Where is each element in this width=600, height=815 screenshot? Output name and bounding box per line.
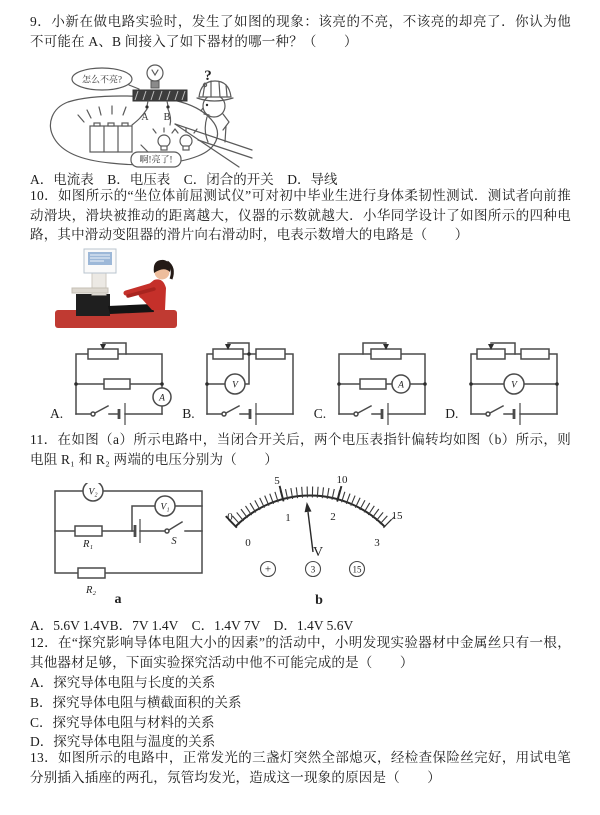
light-bulb-icon [147,65,163,88]
terminal-3-label: 3 [310,564,316,575]
circuit-diagram-a [70,340,176,428]
question-12-text: 12．在“探究影响导体电阻大小的因素”的活动中，小明发现实验器材中金属丝只有一根，其他器材足够，下面实验探究活动中他不可能完成的是（ ） [30,635,571,670]
battery-icon [514,403,520,425]
test-person [108,260,172,314]
question-13-text: 13．如图所示的电路中，正常发光的三盏灯突然全部熄灭，经检查保险丝完好，用试电笔分别插入插座的两孔，氖管均发光，造成这一现象的原因是（ ） [30,750,571,785]
voltmeter-v1-label: V₁ [160,502,170,513]
switch-label: S [171,536,177,547]
speech-bubble-bottom-text: 啊!亮了! [139,154,173,165]
resistor-r1-label: R₁ [82,539,94,550]
q11-circuit-figure-a [52,483,212,605]
q10-circuit-options-row [50,336,571,428]
voltmeter-letter: V [511,380,517,391]
rheostat-icon [213,349,243,359]
circuit-diagram-c [333,340,439,428]
terminal-plus-label: + [264,563,272,576]
q12-option-c: C．探究导体电阻与材料的关系 [30,714,215,730]
speech-bubble-top-text: 怎么不亮? [82,74,122,85]
outer-tick-15: 15 [391,510,403,522]
outer-tick-5: 5 [274,475,280,487]
figure-a-caption: a [114,592,122,605]
rheostat-icon [371,349,401,359]
question-11-text: 11．在如图（a）所示电路中，当闭合开关后，两个电压表指针偏转均如图（b）所示，则电阻 R₁ 和 R₂ 两端的电压分别为（ ） [30,432,571,467]
terminal-15-label: 15 [352,564,362,575]
inner-tick-2: 2 [330,511,336,523]
circuit-d-label: D. [445,406,459,421]
circuit-diagram-d [465,340,571,428]
resistor-icon [256,349,285,359]
ammeter-letter: A [158,393,165,404]
ammeter-letter: A [397,380,404,391]
q12-option-b: B．探究导体电阻与横截面积的关系 [30,694,242,710]
resistor-icon [104,379,130,389]
lamp-icon [153,128,175,150]
figure-b-caption: b [315,593,323,608]
resistor-r2-icon [78,568,105,578]
question-11-options: A．5.6V 1.4VB．7V 1.4V C．1.4V 7V D．1.4V 5.6V [30,618,354,633]
battery-icon [382,403,388,425]
q11-voltmeter-figure-b [222,470,407,610]
terminal-a-label: A [141,112,149,123]
outer-tick-0: 0 [227,511,233,523]
question-10-text: 10．如图所示的“坐位体前屈测试仪”可对初中毕业生进行身体柔韧性测试．测试者向前推动滑块，滑块被推动的距离越大，仪器的示数就越大．小华同学设计了如图所示的四种电路，其中滑动变阻器的滑片向右滑动时，电表示数增大的电路是（ ） [30,188,571,242]
battery-pack-icon [78,106,132,152]
circuit-c-label: C. [313,406,327,421]
q10-sit-and-reach-photo [52,248,197,333]
outer-tick-10: 10 [336,474,348,486]
question-9-options: A．电流表 B．电压表 C．闭合的开关 D．导线 [30,172,338,187]
voltmeter-letter: V [232,380,239,391]
meter-needle [305,502,313,552]
inner-tick-1: 1 [285,512,291,524]
resistor-r2-label: R₂ [85,585,97,596]
question-9-text: 9．小新在做电路实验时，发生了如图的现象：该亮的不亮，不该亮的却亮了．你认为他不可能在 A、B 间接入了如下器材的哪一种？（ ） [30,14,571,49]
resistor-icon [521,349,549,359]
battery-holder-board [132,90,187,125]
question-mark-icon: ? [204,68,212,84]
question-12-options [30,673,242,752]
q9-cartoon-figure [38,62,253,168]
lamp-icon [175,128,197,150]
rheostat-icon [88,349,118,359]
circuit-diagram-b [201,340,307,428]
circuit-b-label: B. [182,406,195,421]
circuit-a-label: A. [50,406,64,421]
terminal-b-label: B [163,112,171,123]
rheostat-icon [477,349,505,359]
battery-icon [119,403,125,425]
meter-unit-label: V [312,545,324,560]
resistor-r1-icon [75,526,102,536]
voltmeter-v2-label: V₂ [88,487,98,498]
battery-icon [250,403,256,425]
resistor-icon [360,379,386,389]
q12-option-a: A．探究导体电阻与长度的关系 [30,675,216,690]
inner-tick-0: 0 [245,537,251,549]
q12-option-d: D．探究导体电阻与温度的关系 [30,734,216,750]
inner-tick-3: 3 [374,537,380,549]
